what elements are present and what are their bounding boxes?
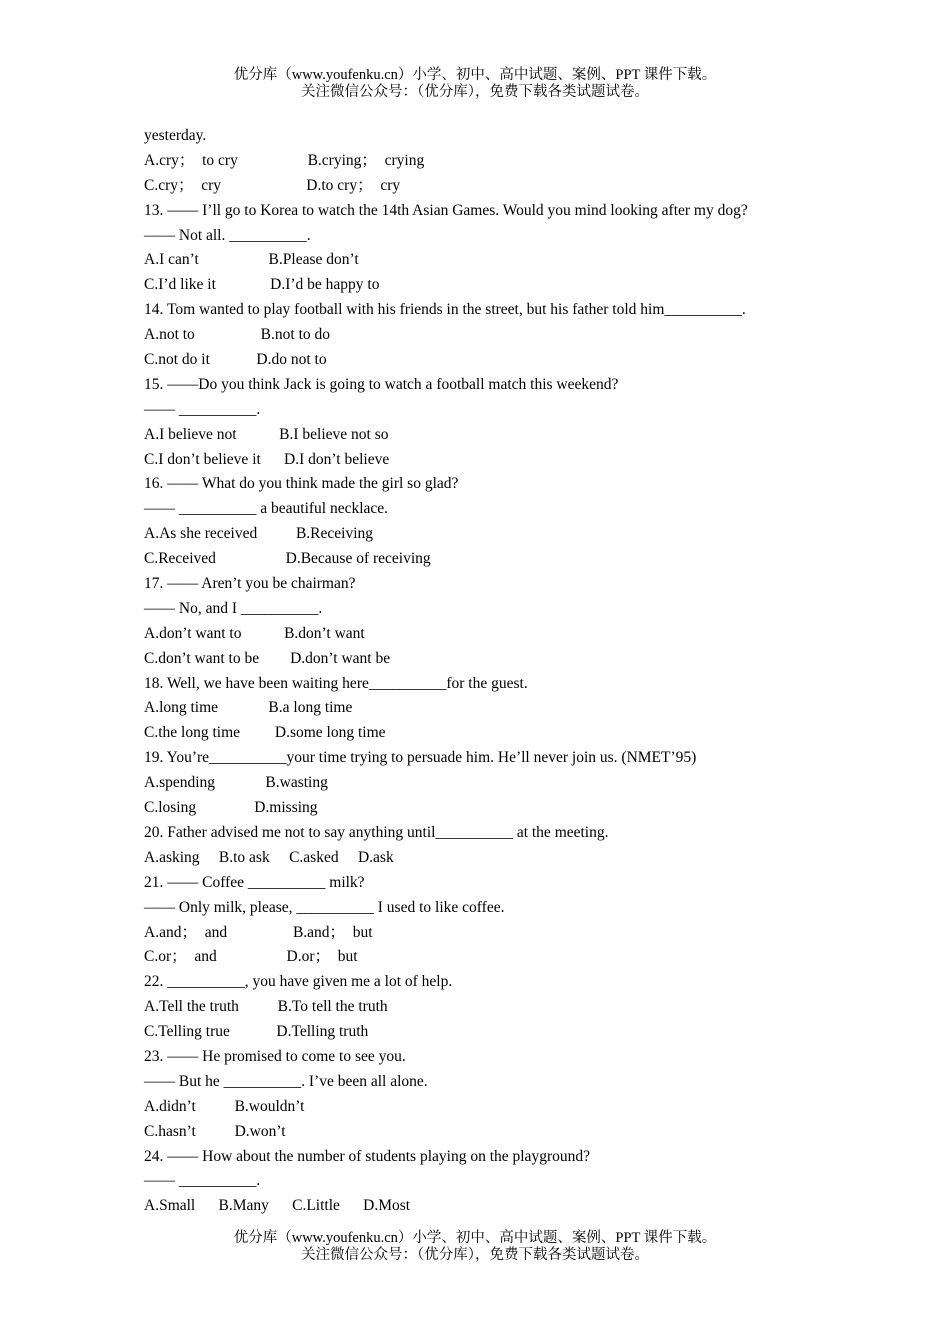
text-line: A.Tell the truth B.To tell the truth xyxy=(144,998,388,1016)
text-line: C.hasn’t D.won’t xyxy=(144,1122,286,1140)
text-line: —— Not all. __________. xyxy=(144,226,311,244)
text-line: A.long time B.a long time xyxy=(144,699,353,717)
text-line: C.I’d like it D.I’d be happy to xyxy=(144,276,380,294)
text-line: C.I don’t believe it D.I don’t believe xyxy=(144,450,390,468)
text-line: A.not to B.not to do xyxy=(144,326,331,344)
text-line: 13. —— I’ll go to Korea to watch the 14th Asian Games. Would you mind looking after my dog? xyxy=(144,201,748,219)
text-line: A.didn’t B.wouldn’t xyxy=(144,1097,305,1115)
text-line: 23. —— He promised to come to see you. xyxy=(144,1047,406,1065)
text-line: A.I can’t B.Please don’t xyxy=(144,251,359,269)
text-line: A.cry； to cry B.crying； crying xyxy=(144,151,425,169)
footer-line-1: 优分库（www.youfenku.cn）小学、初中、高中试题、案例、PPT 课件下载。 xyxy=(233,1230,717,1246)
header-line-2: 关注微信公众号：（优分库），免费下载各类试题试卷。 xyxy=(301,84,649,100)
text-line: A.asking B.to ask C.asked D.ask xyxy=(144,848,394,866)
text-line: —— __________. xyxy=(144,400,261,418)
text-line: C.losing D.missing xyxy=(144,799,318,817)
text-line: C.don’t want to be D.don’t want be xyxy=(144,649,391,667)
text-line: A.and； and B.and； but xyxy=(144,923,373,941)
text-line: 22. __________, you have given me a lot of help. xyxy=(144,973,453,991)
text-line: C.not do it D.do not to xyxy=(144,351,327,369)
text-line: yesterday. xyxy=(144,127,207,144)
footer-line-2: 关注微信公众号：（优分库），免费下载各类试题试卷。 xyxy=(301,1247,649,1263)
text-line: C.Received D.Because of receiving xyxy=(144,550,431,568)
text-line: —— Only milk, please, __________ I used to like coffee. xyxy=(144,898,505,916)
text-line: 14. Tom wanted to play football with his friends in the street, but his father told him__________. xyxy=(144,301,746,319)
page-header xyxy=(0,67,950,101)
question-content xyxy=(144,124,844,1219)
text-line: A.don’t want to B.don’t want xyxy=(144,624,365,642)
text-line: 16. —— What do you think made the girl so glad? xyxy=(144,475,459,493)
text-line: C.the long time D.some long time xyxy=(144,724,386,742)
text-line: C.Telling true D.Telling truth xyxy=(144,1023,369,1041)
text-line: —— No, and I __________. xyxy=(144,599,323,617)
text-line: 17. —— Aren’t you be chairman? xyxy=(144,575,356,593)
text-line: 15. ——Do you think Jack is going to watch a football match this weekend? xyxy=(144,375,619,393)
text-line: 21. —— Coffee __________ milk? xyxy=(144,873,365,891)
text-line: A.As she received B.Receiving xyxy=(144,525,373,543)
text-line: 24. —— How about the number of students playing on the playground? xyxy=(144,1147,590,1165)
text-line: A.I believe not B.I believe not so xyxy=(144,425,389,443)
text-line: —— __________ a beautiful necklace. xyxy=(144,500,389,518)
text-line: C.or； and D.or； but xyxy=(144,948,358,966)
text-line: —— But he __________. I’ve been all alone. xyxy=(144,1072,428,1090)
header-line-1: 优分库（www.youfenku.cn）小学、初中、高中试题、案例、PPT 课件下载。 xyxy=(233,67,717,83)
page-footer xyxy=(0,1230,950,1264)
text-line: —— __________. xyxy=(144,1172,261,1190)
text-line: 18. Well, we have been waiting here__________for the guest. xyxy=(144,674,528,692)
text-line: A.Small B.Many C.Little D.Most xyxy=(144,1197,411,1215)
text-line: 20. Father advised me not to say anything until__________ at the meeting. xyxy=(144,823,609,841)
text-line: 19. You’re__________your time trying to persuade him. He’ll never join us. (NMET’95) xyxy=(144,749,697,767)
text-line: A.spending B.wasting xyxy=(144,774,328,792)
text-line: C.cry； cry D.to cry； cry xyxy=(144,176,401,194)
